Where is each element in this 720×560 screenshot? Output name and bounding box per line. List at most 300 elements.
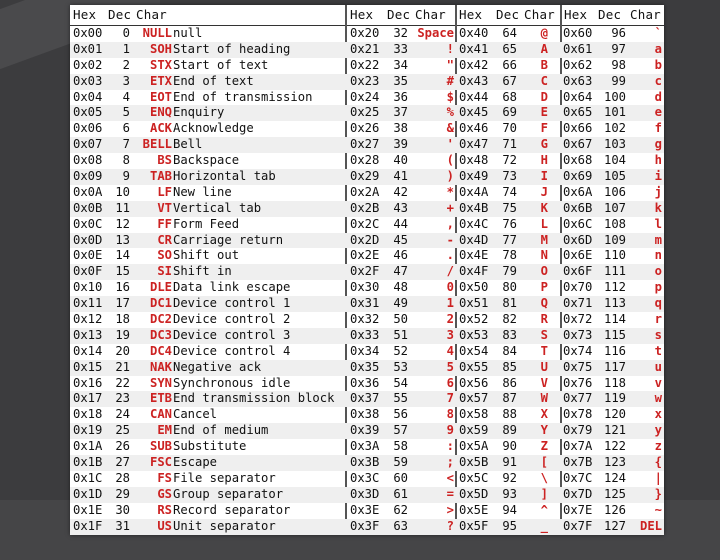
hex-cell: 0x2F bbox=[350, 264, 380, 279]
table-row bbox=[70, 439, 664, 455]
dec-cell: 15 bbox=[115, 264, 130, 279]
dec-cell: 13 bbox=[115, 232, 130, 247]
description-cell: Synchronous idle bbox=[173, 375, 291, 390]
dec-cell: 62 bbox=[393, 502, 408, 517]
char-cell: \ bbox=[540, 470, 548, 485]
dec-cell: 83 bbox=[502, 327, 517, 342]
char-cell: v bbox=[654, 375, 662, 390]
char-cell: ^ bbox=[540, 502, 548, 517]
char-cell: ( bbox=[446, 153, 454, 168]
dec-cell: 51 bbox=[393, 327, 408, 342]
char-cell: SUB bbox=[149, 439, 172, 454]
dec-cell: 69 bbox=[502, 105, 517, 120]
char-cell: 6 bbox=[446, 375, 454, 390]
dec-cell: 86 bbox=[502, 375, 517, 390]
ascii-table bbox=[70, 5, 664, 535]
dec-cell: 42 bbox=[393, 184, 408, 199]
hex-cell: 0x16 bbox=[73, 375, 103, 390]
dec-cell: 44 bbox=[393, 216, 408, 231]
char-cell: | bbox=[654, 470, 662, 485]
dec-cell: 94 bbox=[502, 502, 517, 517]
dec-cell: 115 bbox=[603, 327, 626, 342]
dec-cell: 12 bbox=[115, 216, 130, 231]
hex-cell: 0x2A bbox=[350, 184, 380, 199]
hex-cell: 0x66 bbox=[563, 121, 593, 136]
hex-cell: 0x06 bbox=[73, 121, 103, 136]
char-cell: 4 bbox=[446, 343, 454, 358]
dec-cell: 109 bbox=[603, 232, 626, 247]
table-row bbox=[70, 296, 664, 312]
dec-cell: 66 bbox=[502, 57, 517, 72]
dec-cell: 41 bbox=[393, 169, 408, 184]
hex-cell: 0x5F bbox=[459, 518, 489, 533]
hex-cell: 0x0C bbox=[73, 216, 103, 231]
dec-cell: 0 bbox=[122, 26, 130, 40]
dec-cell: 122 bbox=[603, 439, 626, 454]
hex-cell: 0x55 bbox=[459, 359, 489, 374]
hex-cell: 0x1C bbox=[73, 470, 103, 485]
hex-cell: 0x03 bbox=[73, 73, 103, 88]
dec-cell: 36 bbox=[393, 89, 408, 104]
hex-cell: 0x5B bbox=[459, 455, 489, 470]
dec-cell: 8 bbox=[122, 153, 130, 168]
dec-cell: 87 bbox=[502, 391, 517, 406]
char-cell: FF bbox=[157, 216, 172, 231]
dec-cell: 7 bbox=[122, 137, 130, 152]
dec-cell: 70 bbox=[502, 121, 517, 136]
char-cell: ? bbox=[446, 518, 454, 533]
hex-cell: 0x0D bbox=[73, 232, 103, 247]
char-cell: ` bbox=[654, 26, 662, 40]
hex-cell: 0x00 bbox=[73, 26, 103, 40]
hex-cell: 0x33 bbox=[350, 327, 380, 342]
hex-cell: 0x05 bbox=[73, 105, 103, 120]
dec-cell: 116 bbox=[603, 343, 626, 358]
hex-cell: 0x36 bbox=[350, 375, 380, 390]
char-cell: z bbox=[654, 439, 662, 454]
table-row bbox=[70, 58, 664, 74]
table-row bbox=[70, 471, 664, 487]
table-row bbox=[70, 519, 664, 535]
char-cell: g bbox=[654, 137, 662, 152]
hex-cell: 0x4C bbox=[459, 216, 489, 231]
header-char-4: Char bbox=[630, 7, 661, 22]
char-cell: _ bbox=[540, 518, 548, 533]
hex-cell: 0x13 bbox=[73, 327, 103, 342]
table-row bbox=[70, 487, 664, 503]
char-cell: DC2 bbox=[149, 312, 172, 327]
table-row bbox=[70, 407, 664, 423]
dec-cell: 106 bbox=[603, 184, 626, 199]
char-cell: R bbox=[540, 312, 548, 327]
description-cell: File separator bbox=[173, 470, 276, 485]
dec-cell: 105 bbox=[603, 169, 626, 184]
char-cell: ~ bbox=[654, 502, 662, 517]
char-cell: RS bbox=[157, 502, 172, 517]
char-cell: Q bbox=[540, 296, 548, 311]
header-dec-4: Dec bbox=[598, 7, 622, 22]
char-cell: LF bbox=[157, 184, 172, 199]
char-cell: ACK bbox=[149, 121, 172, 136]
char-cell: T bbox=[540, 343, 548, 358]
dec-cell: 45 bbox=[393, 232, 408, 247]
hex-cell: 0x75 bbox=[563, 359, 593, 374]
dec-cell: 57 bbox=[393, 423, 408, 438]
table-row bbox=[70, 185, 664, 201]
char-cell: l bbox=[654, 216, 662, 231]
char-cell: j bbox=[654, 184, 662, 199]
dec-cell: 25 bbox=[115, 423, 130, 438]
hex-cell: 0x14 bbox=[73, 343, 103, 358]
char-cell: - bbox=[446, 232, 454, 247]
hex-cell: 0x40 bbox=[459, 26, 489, 40]
char-cell: = bbox=[446, 486, 454, 501]
table-row bbox=[70, 360, 664, 376]
description-cell: End transmission block bbox=[173, 391, 335, 406]
char-cell: VT bbox=[157, 200, 172, 215]
char-cell: r bbox=[654, 312, 662, 327]
hex-cell: 0x6A bbox=[563, 184, 593, 199]
description-cell: End of text bbox=[173, 73, 254, 88]
hex-cell: 0x4A bbox=[459, 184, 489, 199]
char-cell: NAK bbox=[149, 359, 172, 374]
hex-cell: 0x41 bbox=[459, 41, 489, 56]
dec-cell: 20 bbox=[115, 343, 130, 358]
char-cell: n bbox=[654, 248, 662, 263]
hex-cell: 0x34 bbox=[350, 343, 380, 358]
char-cell: q bbox=[654, 296, 662, 311]
char-cell: U bbox=[540, 359, 548, 374]
table-row bbox=[70, 217, 664, 233]
description-cell: null bbox=[173, 26, 203, 40]
dec-cell: 124 bbox=[603, 470, 626, 485]
table-row bbox=[70, 248, 664, 264]
hex-cell: 0x17 bbox=[73, 391, 103, 406]
hex-cell: 0x73 bbox=[563, 327, 593, 342]
char-cell: SI bbox=[157, 264, 172, 279]
char-cell: ' bbox=[446, 137, 454, 152]
hex-cell: 0x1E bbox=[73, 502, 103, 517]
table-row bbox=[70, 90, 664, 106]
table-row bbox=[70, 280, 664, 296]
hex-cell: 0x63 bbox=[563, 73, 593, 88]
char-cell: ! bbox=[446, 41, 454, 56]
hex-cell: 0x1B bbox=[73, 455, 103, 470]
dec-cell: 101 bbox=[603, 105, 626, 120]
header-dec-3: Dec bbox=[496, 7, 520, 22]
char-cell: SYN bbox=[149, 375, 172, 390]
hex-cell: 0x60 bbox=[563, 26, 593, 40]
char-cell: K bbox=[540, 200, 548, 215]
char-cell: Z bbox=[540, 439, 548, 454]
table-row bbox=[70, 42, 664, 58]
dec-cell: 99 bbox=[611, 73, 626, 88]
hex-cell: 0x56 bbox=[459, 375, 489, 390]
char-cell: " bbox=[446, 57, 454, 72]
description-cell: Shift in bbox=[173, 264, 232, 279]
char-cell: o bbox=[654, 264, 662, 279]
hex-cell: 0x3E bbox=[350, 502, 380, 517]
hex-cell: 0x71 bbox=[563, 296, 593, 311]
char-cell: X bbox=[540, 407, 548, 422]
dec-cell: 33 bbox=[393, 41, 408, 56]
char-cell: b bbox=[654, 57, 662, 72]
char-cell: + bbox=[446, 200, 454, 215]
char-cell: SOH bbox=[149, 41, 172, 56]
dec-cell: 19 bbox=[115, 327, 130, 342]
hex-cell: 0x42 bbox=[459, 57, 489, 72]
char-cell: DLE bbox=[149, 280, 172, 295]
char-cell: FSC bbox=[149, 455, 172, 470]
dec-cell: 125 bbox=[603, 486, 626, 501]
char-cell: Space bbox=[417, 26, 454, 40]
dec-cell: 72 bbox=[502, 153, 517, 168]
hex-cell: 0x37 bbox=[350, 391, 380, 406]
hex-cell: 0x23 bbox=[350, 73, 380, 88]
char-cell: F bbox=[540, 121, 548, 136]
dec-cell: 73 bbox=[502, 169, 517, 184]
char-cell: } bbox=[654, 486, 662, 501]
hex-cell: 0x22 bbox=[350, 57, 380, 72]
hex-cell: 0x0B bbox=[73, 200, 103, 215]
hex-cell: 0x01 bbox=[73, 41, 103, 56]
description-cell: End of transmission bbox=[173, 89, 313, 104]
hex-cell: 0x77 bbox=[563, 391, 593, 406]
char-cell: [ bbox=[540, 455, 548, 470]
hex-cell: 0x19 bbox=[73, 423, 103, 438]
hex-cell: 0x4E bbox=[459, 248, 489, 263]
description-cell: Device control 1 bbox=[173, 296, 291, 311]
hex-cell: 0x0A bbox=[73, 184, 103, 199]
dec-cell: 89 bbox=[502, 423, 517, 438]
char-cell: 9 bbox=[446, 423, 454, 438]
description-cell: Enquiry bbox=[173, 105, 225, 120]
char-cell: DC1 bbox=[149, 296, 172, 311]
dec-cell: 108 bbox=[603, 216, 626, 231]
hex-cell: 0x5C bbox=[459, 470, 489, 485]
hex-cell: 0x76 bbox=[563, 375, 593, 390]
hex-cell: 0x27 bbox=[350, 137, 380, 152]
dec-cell: 26 bbox=[115, 439, 130, 454]
header-char-3: Char bbox=[524, 7, 555, 22]
hex-cell: 0x4D bbox=[459, 232, 489, 247]
hex-cell: 0x6B bbox=[563, 200, 593, 215]
table-row bbox=[70, 201, 664, 217]
dec-cell: 102 bbox=[603, 121, 626, 136]
dec-cell: 6 bbox=[122, 121, 130, 136]
dec-cell: 63 bbox=[393, 518, 408, 533]
hex-cell: 0x3C bbox=[350, 470, 380, 485]
hex-cell: 0x24 bbox=[350, 89, 380, 104]
dec-cell: 81 bbox=[502, 296, 517, 311]
hex-cell: 0x31 bbox=[350, 296, 380, 311]
dec-cell: 95 bbox=[502, 518, 517, 533]
char-cell: H bbox=[540, 153, 548, 168]
dec-cell: 53 bbox=[393, 359, 408, 374]
hex-cell: 0x08 bbox=[73, 153, 103, 168]
dec-cell: 88 bbox=[502, 407, 517, 422]
char-cell: m bbox=[654, 232, 662, 247]
char-cell: W bbox=[540, 391, 548, 406]
dec-cell: 9 bbox=[122, 169, 130, 184]
char-cell: u bbox=[654, 359, 662, 374]
char-cell: f bbox=[654, 121, 662, 136]
hex-cell: 0x43 bbox=[459, 73, 489, 88]
description-cell: Vertical tab bbox=[173, 200, 262, 215]
dec-cell: 18 bbox=[115, 312, 130, 327]
header-hex-4: Hex bbox=[564, 7, 588, 22]
dec-cell: 114 bbox=[603, 312, 626, 327]
hex-cell: 0x4B bbox=[459, 200, 489, 215]
char-cell: > bbox=[446, 502, 454, 517]
hex-cell: 0x64 bbox=[563, 89, 593, 104]
hex-cell: 0x35 bbox=[350, 359, 380, 374]
header-char-1: Char bbox=[136, 7, 167, 22]
char-cell: US bbox=[157, 518, 172, 533]
table-row bbox=[70, 169, 664, 185]
dec-cell: 103 bbox=[603, 137, 626, 152]
description-cell: Group separator bbox=[173, 486, 284, 501]
table-row bbox=[70, 105, 664, 121]
hex-cell: 0x1A bbox=[73, 439, 103, 454]
char-cell: k bbox=[654, 200, 662, 215]
dec-cell: 16 bbox=[115, 280, 130, 295]
header-dec-2: Dec bbox=[387, 7, 411, 22]
char-cell: 5 bbox=[446, 359, 454, 374]
dec-cell: 1 bbox=[122, 41, 130, 56]
char-cell: % bbox=[446, 105, 454, 120]
char-cell: 7 bbox=[446, 391, 454, 406]
table-row bbox=[70, 423, 664, 439]
dec-cell: 126 bbox=[603, 502, 626, 517]
table-row bbox=[70, 153, 664, 169]
hex-cell: 0x5D bbox=[459, 486, 489, 501]
char-cell: x bbox=[654, 407, 662, 422]
char-cell: O bbox=[540, 264, 548, 279]
description-cell: Record separator bbox=[173, 502, 291, 517]
dec-cell: 17 bbox=[115, 296, 130, 311]
description-cell: Backspace bbox=[173, 153, 240, 168]
char-cell: P bbox=[540, 280, 548, 295]
description-cell: Escape bbox=[173, 455, 218, 470]
hex-cell: 0x6D bbox=[563, 232, 593, 247]
dec-cell: 10 bbox=[115, 184, 130, 199]
hex-cell: 0x7C bbox=[563, 470, 593, 485]
hex-cell: 0x79 bbox=[563, 423, 593, 438]
hex-cell: 0x3A bbox=[350, 439, 380, 454]
char-cell: SO bbox=[157, 248, 172, 263]
description-cell: Unit separator bbox=[173, 518, 276, 533]
char-cell: ETX bbox=[149, 73, 172, 88]
dec-cell: 97 bbox=[611, 41, 626, 56]
hex-cell: 0x50 bbox=[459, 280, 489, 295]
char-cell: E bbox=[540, 105, 548, 120]
hex-cell: 0x7A bbox=[563, 439, 593, 454]
table-row bbox=[70, 264, 664, 280]
char-cell: a bbox=[654, 41, 662, 56]
hex-cell: 0x28 bbox=[350, 153, 380, 168]
dec-cell: 80 bbox=[502, 280, 517, 295]
hex-cell: 0x59 bbox=[459, 423, 489, 438]
char-cell: e bbox=[654, 105, 662, 120]
hex-cell: 0x02 bbox=[73, 57, 103, 72]
char-cell: DC4 bbox=[149, 343, 172, 358]
dec-cell: 117 bbox=[603, 359, 626, 374]
dec-cell: 121 bbox=[603, 423, 626, 438]
dec-cell: 56 bbox=[393, 407, 408, 422]
table-row bbox=[70, 233, 664, 249]
dec-cell: 76 bbox=[502, 216, 517, 231]
header-hex-3: Hex bbox=[459, 7, 483, 22]
dec-cell: 34 bbox=[393, 57, 408, 72]
hex-cell: 0x45 bbox=[459, 105, 489, 120]
description-cell: Bell bbox=[173, 137, 203, 152]
hex-cell: 0x0F bbox=[73, 264, 103, 279]
dec-cell: 123 bbox=[603, 455, 626, 470]
char-cell: s bbox=[654, 327, 662, 342]
hex-cell: 0x2C bbox=[350, 216, 380, 231]
char-cell: TAB bbox=[149, 169, 172, 184]
char-cell: 8 bbox=[446, 407, 454, 422]
description-cell: Acknowledge bbox=[173, 121, 254, 136]
hex-cell: 0x04 bbox=[73, 89, 103, 104]
char-cell: ENQ bbox=[149, 105, 172, 120]
hex-cell: 0x20 bbox=[350, 26, 380, 40]
char-cell: BELL bbox=[142, 137, 172, 152]
hex-cell: 0x57 bbox=[459, 391, 489, 406]
dec-cell: 112 bbox=[603, 280, 626, 295]
table-row bbox=[70, 376, 664, 392]
dec-cell: 52 bbox=[393, 343, 408, 358]
dec-cell: 2 bbox=[122, 57, 130, 72]
char-cell: $ bbox=[446, 89, 454, 104]
dec-cell: 77 bbox=[502, 232, 517, 247]
hex-cell: 0x65 bbox=[563, 105, 593, 120]
dec-cell: 84 bbox=[502, 343, 517, 358]
dec-cell: 82 bbox=[502, 312, 517, 327]
table-row bbox=[70, 344, 664, 360]
dec-cell: 65 bbox=[502, 41, 517, 56]
dec-cell: 93 bbox=[502, 486, 517, 501]
dec-cell: 90 bbox=[502, 439, 517, 454]
description-cell: Device control 3 bbox=[173, 327, 291, 342]
table-row bbox=[70, 312, 664, 328]
header-dec-1: Dec bbox=[108, 7, 132, 22]
char-cell: c bbox=[654, 73, 662, 88]
table-row bbox=[70, 26, 664, 42]
hex-cell: 0x68 bbox=[563, 153, 593, 168]
dec-cell: 3 bbox=[122, 73, 130, 88]
dec-cell: 43 bbox=[393, 200, 408, 215]
hex-cell: 0x61 bbox=[563, 41, 593, 56]
char-cell: & bbox=[446, 121, 454, 136]
hex-cell: 0x3F bbox=[350, 518, 380, 533]
dec-cell: 30 bbox=[115, 502, 130, 517]
char-cell: B bbox=[540, 57, 548, 72]
char-cell: ] bbox=[540, 486, 548, 501]
description-cell: Horizontal tab bbox=[173, 169, 276, 184]
hex-cell: 0x25 bbox=[350, 105, 380, 120]
description-cell: Cancel bbox=[173, 407, 218, 422]
hex-cell: 0x48 bbox=[459, 153, 489, 168]
dec-cell: 4 bbox=[122, 89, 130, 104]
hex-cell: 0x15 bbox=[73, 359, 103, 374]
char-cell: / bbox=[446, 264, 454, 279]
dec-cell: 98 bbox=[611, 57, 626, 72]
dec-cell: 79 bbox=[502, 264, 517, 279]
char-cell: CR bbox=[157, 232, 172, 247]
hex-cell: 0x5A bbox=[459, 439, 489, 454]
